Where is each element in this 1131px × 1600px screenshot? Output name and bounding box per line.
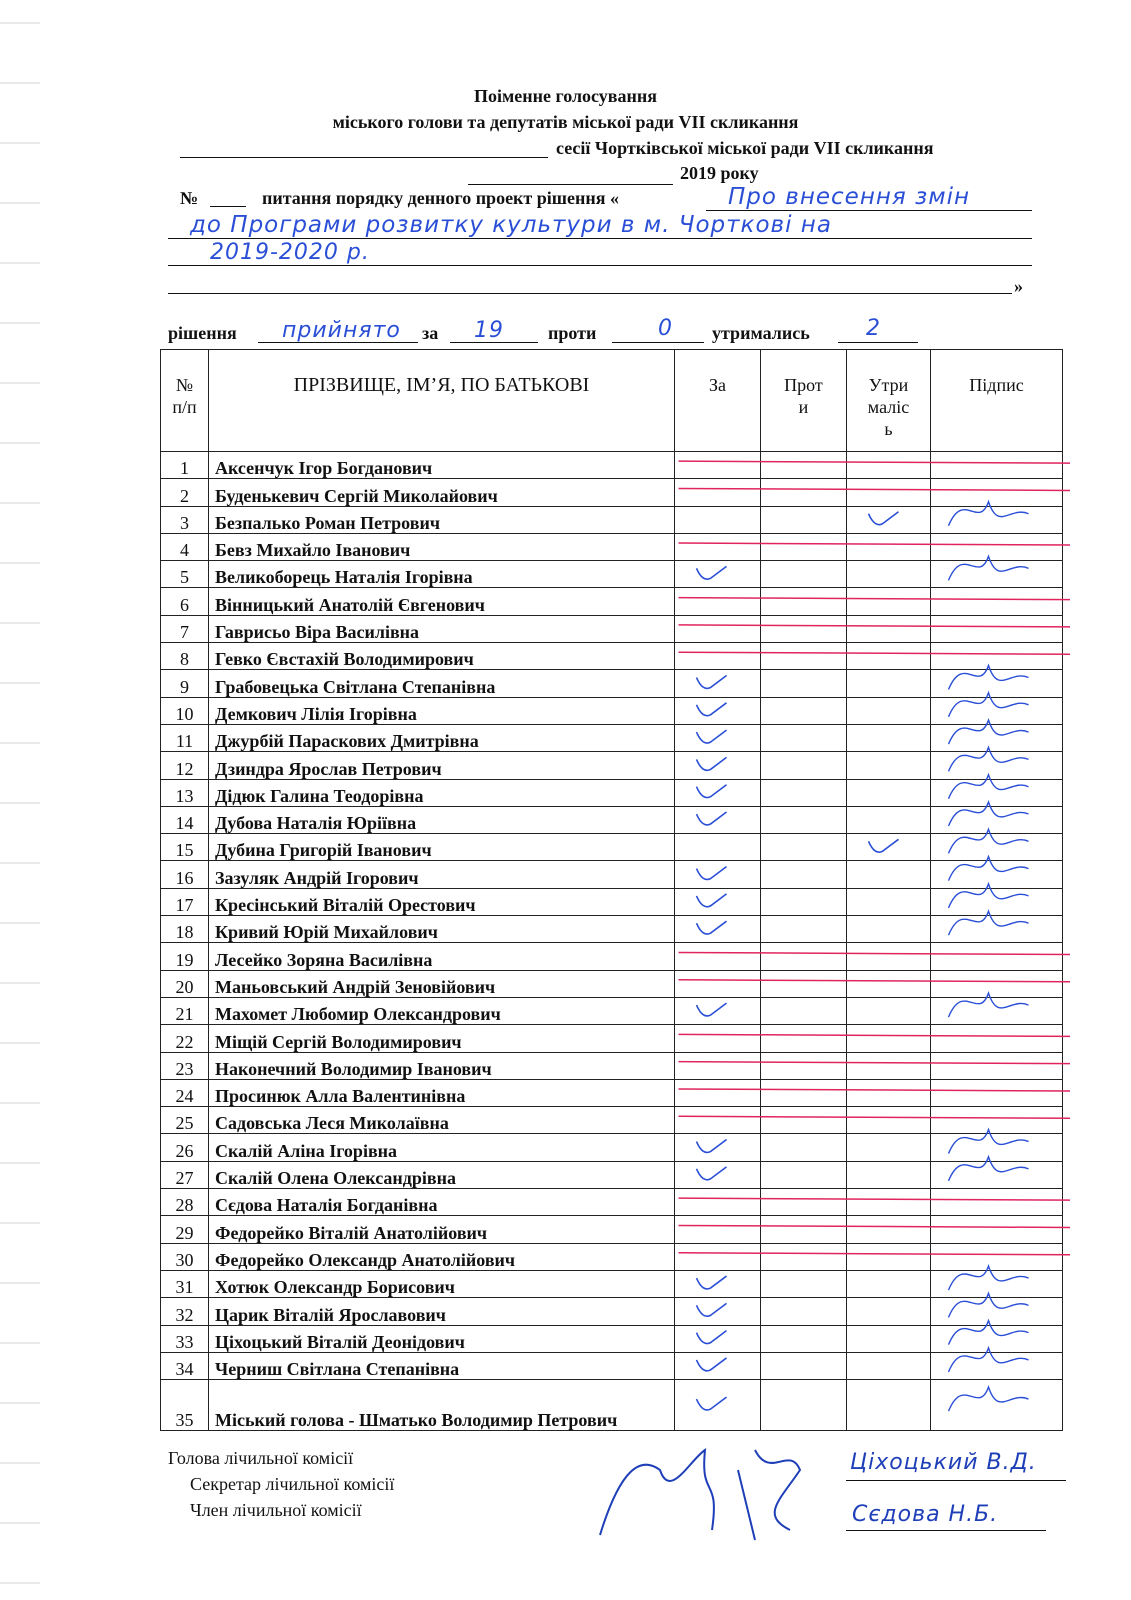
row-name: Великоборець Наталія Ігорівна	[209, 561, 675, 588]
row-name: Садовська Леся Миколаївна	[209, 1107, 675, 1134]
row-name: Черниш Світлана Степанівна	[209, 1352, 675, 1379]
footer-name-line-2	[846, 1530, 1046, 1531]
absent-strike-line	[679, 1034, 1071, 1036]
row-number: 25	[161, 1107, 209, 1134]
member-signature	[949, 693, 1029, 717]
row-name: Кресінський Віталій Орестович	[209, 888, 675, 915]
member-signature	[949, 911, 1029, 935]
col-abst-l3: ь	[884, 419, 893, 439]
row-number: 20	[161, 970, 209, 997]
row-number: 22	[161, 1025, 209, 1052]
member-signature	[949, 1348, 1029, 1372]
for-check-mark	[697, 757, 727, 770]
member-signature	[949, 884, 1029, 908]
member-signature	[949, 993, 1029, 1017]
row-name: Ціхоцький Віталій Деонідович	[209, 1325, 675, 1352]
decision-value: прийнято	[282, 318, 401, 343]
col-header-for: За	[675, 350, 761, 452]
absent-strike-line	[679, 652, 1071, 654]
row-name: Дідюк Галина Теодорівна	[209, 779, 675, 806]
absent-strike-line	[679, 1253, 1071, 1255]
row-number: 10	[161, 697, 209, 724]
member-signature	[949, 502, 1029, 526]
for-check-mark	[697, 921, 727, 934]
footer-secretary: Секретар лічильної комісії	[190, 1474, 395, 1494]
row-number: 29	[161, 1216, 209, 1243]
item-text-line1: Про внесення змін	[728, 184, 971, 210]
footer-handwritten-name-2: Сєдова Н.Б.	[852, 1502, 999, 1527]
row-name: Лесейко Зоряна Василівна	[209, 943, 675, 970]
row-number: 13	[161, 779, 209, 806]
row-number: 23	[161, 1052, 209, 1079]
for-check-mark	[697, 730, 727, 743]
item-label: питання порядку денного проект рішення «	[262, 188, 619, 208]
col-against-l1: Прот	[784, 375, 823, 395]
member-signature	[949, 1157, 1029, 1181]
row-number: 19	[161, 943, 209, 970]
row-number: 11	[161, 724, 209, 751]
member-signature	[949, 666, 1029, 690]
for-check-mark	[697, 1303, 727, 1316]
row-name: Хотюк Олександр Борисович	[209, 1270, 675, 1297]
for-count: 19	[474, 318, 504, 343]
quote-close: »	[1014, 276, 1023, 296]
row-number: 18	[161, 916, 209, 943]
for-check-mark	[697, 1276, 727, 1289]
row-name: Сєдова Наталія Богданівна	[209, 1189, 675, 1216]
for-check-mark	[697, 1331, 727, 1344]
member-signature	[949, 1387, 1029, 1411]
for-check-mark	[697, 1140, 727, 1153]
member-signature	[949, 747, 1029, 771]
row-name: Скалій Аліна Ігорівна	[209, 1134, 675, 1161]
decision-label: рішення	[168, 323, 237, 343]
row-number: 31	[161, 1270, 209, 1297]
member-signature	[949, 775, 1029, 799]
for-check-mark	[697, 785, 727, 798]
row-name: Федорейко Віталій Анатолійович	[209, 1216, 675, 1243]
row-number: 8	[161, 643, 209, 670]
for-check-mark	[697, 867, 727, 880]
row-number: 21	[161, 997, 209, 1024]
row-number: 14	[161, 806, 209, 833]
member-signature	[949, 829, 1029, 853]
for-check-mark	[697, 1003, 727, 1016]
member-signature	[949, 857, 1029, 881]
col-header-signature: Підпис	[931, 350, 1063, 452]
item-text-line2: до Програми розвитку культури в м. Чорткові на	[190, 212, 832, 238]
row-name: Просинюк Алла Валентинівна	[209, 1079, 675, 1106]
member-signature	[949, 1293, 1029, 1317]
row-name: Бевз Михайло Іванович	[209, 533, 675, 560]
row-number: 27	[161, 1161, 209, 1188]
row-name: Федорейко Олександр Анатолійович	[209, 1243, 675, 1270]
member-signature	[949, 802, 1029, 826]
col-abst-l1: Утри	[868, 375, 909, 395]
for-label: за	[422, 323, 439, 343]
col-number-l2: п/п	[172, 397, 197, 417]
for-check-mark	[697, 1397, 727, 1410]
row-name: Демкович Лілія Ігорівна	[209, 697, 675, 724]
row-number: 16	[161, 861, 209, 888]
for-check-mark	[697, 1358, 727, 1371]
row-name: Гевко Євстахій Володимирович	[209, 643, 675, 670]
member-signature	[949, 1266, 1029, 1290]
row-name: Грабовецька Світлана Степанівна	[209, 670, 675, 697]
for-check-mark	[697, 566, 727, 579]
against-label: проти	[548, 323, 597, 343]
doc-title: Поіменне голосування	[473, 86, 658, 106]
absent-strike-line	[679, 980, 1071, 982]
row-name: Джурбій Параскових Дмитрівна	[209, 724, 675, 751]
absent-strike-line	[679, 543, 1071, 545]
row-number: 6	[161, 588, 209, 615]
row-name: Вінницький Анатолій Євгенович	[209, 588, 675, 615]
absent-strike-line	[679, 1089, 1071, 1091]
row-name: Буденькевич Сергій Миколайович	[209, 479, 675, 506]
absent-strike-line	[679, 488, 1071, 490]
row-number: 15	[161, 834, 209, 861]
row-name: Безпалько Роман Петрович	[209, 506, 675, 533]
row-name: Дубова Наталія Юріївна	[209, 806, 675, 833]
for-check-mark	[697, 676, 727, 689]
row-number: 3	[161, 506, 209, 533]
row-number: 26	[161, 1134, 209, 1161]
absent-strike-line	[679, 1198, 1071, 1200]
row-name: Дзиндра Ярослав Петрович	[209, 752, 675, 779]
footer-chair: Голова лічильної комісії	[168, 1448, 354, 1468]
col-abst-l2: маліс	[867, 397, 910, 417]
row-number: 2	[161, 479, 209, 506]
row-number: 4	[161, 533, 209, 560]
col-header-name: ПРІЗВИЩЕ, ІМ’Я, ПО БАТЬКОВІ	[209, 350, 675, 452]
absent-strike-line	[679, 1116, 1071, 1118]
absent-strike-line	[679, 625, 1071, 627]
doc-subtitle: міського голови та депутатів міської ради VII скликання	[332, 112, 799, 132]
member-signature	[949, 720, 1029, 744]
row-name: Міський голова - Шматько Володимир Петрович	[209, 1380, 675, 1431]
absent-strike-line	[679, 1062, 1071, 1064]
row-number: 28	[161, 1189, 209, 1216]
row-number: 33	[161, 1325, 209, 1352]
row-number: 5	[161, 561, 209, 588]
footer-handwritten-name-1: Ціхоцький В.Д.	[850, 1450, 1037, 1475]
abstain-check-mark	[869, 512, 899, 525]
item-text-line3: 2019-2020 р.	[210, 240, 370, 265]
member-signature	[949, 1321, 1029, 1345]
row-number: 17	[161, 888, 209, 915]
row-name: Дубина Григорій Іванович	[209, 834, 675, 861]
absent-strike-line	[679, 598, 1071, 600]
absent-strike-line	[679, 952, 1071, 954]
for-check-mark	[697, 1167, 727, 1180]
absent-strike-line	[679, 1225, 1071, 1227]
row-number: 34	[161, 1352, 209, 1379]
col-number-l1: №	[175, 375, 194, 395]
for-check-mark	[697, 894, 727, 907]
row-name: Зазуляк Андрій Ігорович	[209, 861, 675, 888]
member-signature	[949, 556, 1029, 580]
row-name: Наконечний Володимир Іванович	[209, 1052, 675, 1079]
row-name: Гаврисьо Віра Василівна	[209, 615, 675, 642]
row-number: 32	[161, 1298, 209, 1325]
for-check-mark	[697, 812, 727, 825]
row-name: Кривий Юрій Михайлович	[209, 916, 675, 943]
member-signature	[949, 1130, 1029, 1154]
row-number: 7	[161, 615, 209, 642]
row-number: 1	[161, 452, 209, 479]
row-name: Маньовський Андрій Зеновійович	[209, 970, 675, 997]
row-number: 9	[161, 670, 209, 697]
for-check-mark	[697, 703, 727, 716]
row-number: 30	[161, 1243, 209, 1270]
row-name: Аксенчук Ігор Богданович	[209, 452, 675, 479]
row-number: 24	[161, 1079, 209, 1106]
row-name: Махомет Любомир Олександрович	[209, 997, 675, 1024]
abstained-count: 2	[866, 316, 881, 341]
row-number: 12	[161, 752, 209, 779]
row-number: 35	[161, 1380, 209, 1431]
item-no-label: №	[180, 188, 199, 208]
row-name: Скалій Олена Олександрівна	[209, 1161, 675, 1188]
row-name: Царик Віталій Ярославович	[209, 1298, 675, 1325]
absent-strike-line	[679, 461, 1071, 463]
footer-name-line-1	[846, 1480, 1066, 1481]
abstain-check-mark	[869, 839, 899, 852]
row-name: Міщій Сергій Володимирович	[209, 1025, 675, 1052]
col-against-l2: и	[798, 397, 809, 417]
year-text: 2019 року	[680, 163, 759, 183]
footer-member: Член лічильної комісії	[190, 1500, 362, 1520]
abstained-label: утримались	[712, 323, 810, 343]
against-count: 0	[658, 316, 673, 341]
session-text: сесії Чортківської міської ради VII скликання	[556, 138, 934, 158]
